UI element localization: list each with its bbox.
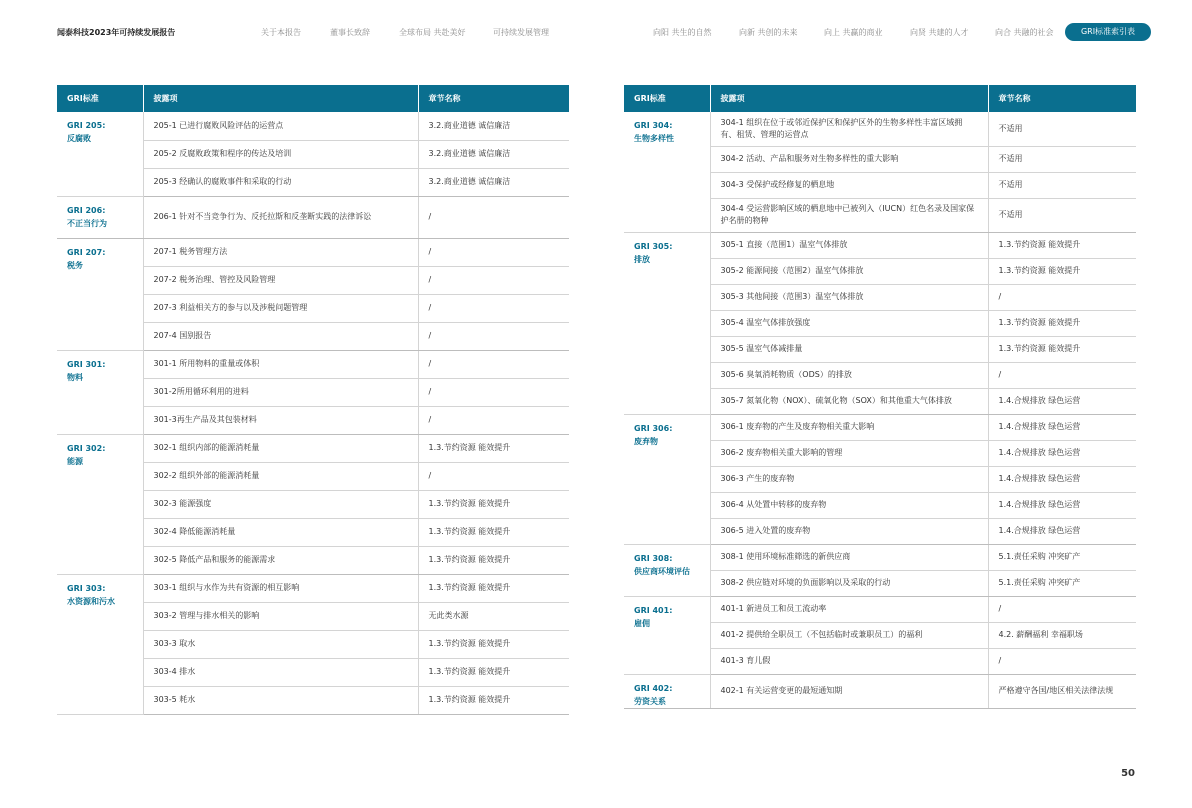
gri-topic: 税务 xyxy=(67,260,83,270)
header-disclosure: 披露项 xyxy=(143,85,418,112)
gri-standard-cell xyxy=(624,232,710,414)
nav-sustainability-management[interactable]: 可持续发展管理 xyxy=(493,28,549,37)
table-row xyxy=(624,112,1136,146)
chapter-cell: 5.1.责任采购 冲突矿产 xyxy=(988,544,1136,570)
disclosure-cell: 305-2 能源间接（范围2）温室气体排放 xyxy=(710,258,988,284)
gri-standard-cell xyxy=(624,414,710,544)
chapter-cell: 1.3.节约资源 能效提升 xyxy=(418,630,569,658)
disclosure-cell: 305-4 温室气体排放强度 xyxy=(710,310,988,336)
table-row xyxy=(57,434,569,462)
gri-code: GRI 302: xyxy=(67,443,106,453)
chapter-cell: / xyxy=(418,350,569,378)
table-row xyxy=(57,196,569,238)
gri-topic: 反腐败 xyxy=(67,134,91,143)
chapter-cell: / xyxy=(418,406,569,434)
disclosure-cell: 304-3 受保护或经修复的栖息地 xyxy=(710,172,988,198)
nav-business[interactable]: 向上 共赢的商业 xyxy=(824,28,883,37)
chapter-cell: 3.2.商业道德 诚信廉洁 xyxy=(418,112,569,140)
nav-future[interactable]: 向新 共创的未来 xyxy=(739,28,798,37)
report-title: 闻泰科技2023年可持续发展报告 xyxy=(57,28,176,37)
chapter-cell: 不适用 xyxy=(988,198,1136,232)
gri-standard-cell xyxy=(57,574,143,714)
disclosure-cell: 303-3 取水 xyxy=(143,630,418,658)
chapter-cell: / xyxy=(988,596,1136,622)
disclosure-cell: 401-2 提供给全职员工（不包括临时或兼职员工）的福利 xyxy=(710,622,988,648)
disclosure-cell: 301-1 所用物料的重量或体积 xyxy=(143,350,418,378)
gri-standard-cell xyxy=(624,112,710,232)
table-row xyxy=(624,544,1136,570)
chapter-cell: / xyxy=(418,238,569,266)
gri-standard-cell xyxy=(57,196,143,238)
disclosure-cell: 401-1 新进员工和员工流动率 xyxy=(710,596,988,622)
gri-index-table-left xyxy=(57,85,569,715)
chapter-cell: / xyxy=(418,294,569,322)
table-row xyxy=(624,414,1136,440)
chapter-cell: 1.3.节约资源 能效提升 xyxy=(418,658,569,686)
gri-code: GRI 305: xyxy=(634,241,673,251)
top-navigation xyxy=(0,0,1192,64)
disclosure-cell: 205-3 经确认的腐败事件和采取的行动 xyxy=(143,168,418,196)
disclosure-cell: 306-5 进入处置的废弃物 xyxy=(710,518,988,544)
disclosure-cell: 304-1 组织在位于或邻近保护区和保护区外的生物多样性丰富区域拥有、租赁、管理的运营点 xyxy=(710,112,988,146)
disclosure-cell: 302-3 能源强度 xyxy=(143,490,418,518)
nav-chairman-message[interactable]: 董事长致辞 xyxy=(330,28,370,37)
gri-topic: 废弃物 xyxy=(634,436,658,446)
table-row xyxy=(624,232,1136,258)
gri-topic: 能源 xyxy=(67,456,83,466)
disclosure-cell: 304-4 受运营影响区域的栖息地中已被列入（IUCN）红色名录及国家保护名册的物种 xyxy=(710,198,988,232)
gri-code: GRI 207: xyxy=(67,247,106,257)
gri-topic: 物料 xyxy=(67,372,83,382)
chapter-cell: 5.1.责任采购 冲突矿产 xyxy=(988,570,1136,596)
gri-topic: 排放 xyxy=(634,254,650,264)
gri-code: GRI 303: xyxy=(67,583,106,593)
disclosure-cell: 303-1 组织与水作为共有资源的相互影响 xyxy=(143,574,418,602)
chapter-cell: / xyxy=(988,648,1136,674)
chapter-cell: / xyxy=(418,378,569,406)
gri-topic: 生物多样性 xyxy=(634,134,674,143)
gri-topic: 雇佣 xyxy=(634,618,650,628)
disclosure-cell: 306-4 从处置中转移的废弃物 xyxy=(710,492,988,518)
disclosure-cell: 302-1 组织内部的能源消耗量 xyxy=(143,434,418,462)
disclosure-cell: 401-3 育儿假 xyxy=(710,648,988,674)
gri-code: GRI 205: xyxy=(67,121,106,130)
disclosure-cell: 303-2 管理与排水相关的影响 xyxy=(143,602,418,630)
nav-society[interactable]: 向合 共融的社会 xyxy=(995,28,1054,37)
chapter-cell: 1.3.节约资源 能效提升 xyxy=(418,574,569,602)
disclosure-cell: 306-3 产生的废弃物 xyxy=(710,466,988,492)
gri-code: GRI 402: xyxy=(634,683,673,693)
chapter-cell: 1.4.合规排放 绿色运营 xyxy=(988,492,1136,518)
disclosure-cell: 302-4 降低能源消耗量 xyxy=(143,518,418,546)
chapter-cell: / xyxy=(988,362,1136,388)
chapter-cell: 1.4.合规排放 绿色运营 xyxy=(988,414,1136,440)
disclosure-cell: 301-3再生产品及其包装材料 xyxy=(143,406,418,434)
gri-code: GRI 401: xyxy=(634,605,673,615)
gri-code: GRI 304: xyxy=(634,121,673,130)
header-chapter: 章节名称 xyxy=(418,85,569,112)
gri-standard-cell xyxy=(57,112,143,196)
disclosure-cell: 402-1 有关运营变更的最短通知期 xyxy=(710,674,988,708)
gri-standard-cell xyxy=(624,596,710,674)
gri-standard-cell xyxy=(624,544,710,596)
disclosure-cell: 207-4 国别报告 xyxy=(143,322,418,350)
disclosure-cell: 205-1 已进行腐败风险评估的运营点 xyxy=(143,112,418,140)
chapter-cell: / xyxy=(418,196,569,238)
gri-code: GRI 306: xyxy=(634,423,673,433)
chapter-cell: 无此类水源 xyxy=(418,602,569,630)
table-row xyxy=(57,238,569,266)
header-gri-standard: GRI标准 xyxy=(57,85,143,112)
header-disclosure: 披露项 xyxy=(710,85,988,112)
gri-topic: 不正当行为 xyxy=(67,218,107,228)
chapter-cell: / xyxy=(418,322,569,350)
chapter-cell: 1.3.节约资源 能效提升 xyxy=(418,686,569,714)
disclosure-cell: 207-1 税务管理方法 xyxy=(143,238,418,266)
nav-talent[interactable]: 向贤 共建的人才 xyxy=(910,28,969,37)
chapter-cell: 1.3.节约资源 能效提升 xyxy=(988,258,1136,284)
chapter-cell: 1.4.合规排放 绿色运营 xyxy=(988,466,1136,492)
disclosure-cell: 303-4 排水 xyxy=(143,658,418,686)
gri-standard-cell xyxy=(624,674,710,708)
gri-topic: 劳资关系 xyxy=(634,696,666,706)
gri-standard-cell xyxy=(57,238,143,350)
disclosure-cell: 305-6 臭氧消耗物质（ODS）的排放 xyxy=(710,362,988,388)
table-row xyxy=(57,112,569,140)
chapter-cell: / xyxy=(418,266,569,294)
disclosure-cell: 302-2 组织外部的能源消耗量 xyxy=(143,462,418,490)
disclosure-cell: 301-2所用循环利用的进料 xyxy=(143,378,418,406)
table-row xyxy=(624,596,1136,622)
gri-code: GRI 308: xyxy=(634,553,673,563)
disclosure-cell: 206-1 针对不当竞争行为、反托拉斯和反垄断实践的法律诉讼 xyxy=(143,196,418,238)
disclosure-cell: 207-2 税务治理、管控及风险管理 xyxy=(143,266,418,294)
gri-index-table-right xyxy=(624,85,1136,709)
chapter-cell: / xyxy=(418,462,569,490)
header-gri-standard: GRI标准 xyxy=(624,85,710,112)
header-chapter: 章节名称 xyxy=(988,85,1136,112)
chapter-cell: 1.3.节约资源 能效提升 xyxy=(418,490,569,518)
chapter-cell: 4.2. 薪酬福利 幸福职场 xyxy=(988,622,1136,648)
disclosure-cell: 305-5 温室气体减排量 xyxy=(710,336,988,362)
disclosure-cell: 308-1 使用环境标准筛选的新供应商 xyxy=(710,544,988,570)
chapter-cell: 1.4.合规排放 绿色运营 xyxy=(988,388,1136,414)
disclosure-cell: 207-3 利益相关方的参与以及涉税问题管理 xyxy=(143,294,418,322)
disclosure-cell: 306-2 废弃物相关重大影响的管理 xyxy=(710,440,988,466)
disclosure-cell: 308-2 供应链对环境的负面影响以及采取的行动 xyxy=(710,570,988,596)
chapter-cell: 1.3.节约资源 能效提升 xyxy=(418,434,569,462)
table-header-row xyxy=(624,85,1136,112)
table-row xyxy=(57,350,569,378)
page-number: 50 xyxy=(1121,768,1135,779)
chapter-cell: 不适用 xyxy=(988,146,1136,172)
chapter-cell: / xyxy=(988,284,1136,310)
chapter-cell: 3.2.商业道德 诚信廉洁 xyxy=(418,140,569,168)
gri-topic: 水资源和污水 xyxy=(67,596,115,606)
chapter-cell: 1.3.节约资源 能效提升 xyxy=(988,336,1136,362)
gri-standard-cell xyxy=(57,350,143,434)
chapter-cell: 1.3.节约资源 能效提升 xyxy=(988,310,1136,336)
nav-nature[interactable]: 向阳 共生的自然 xyxy=(653,28,712,37)
table-header-row xyxy=(57,85,569,112)
table-row xyxy=(57,574,569,602)
gri-standard-cell xyxy=(57,434,143,574)
disclosure-cell: 305-1 直接（范围1）温室气体排放 xyxy=(710,232,988,258)
nav-about-report[interactable]: 关于本报告 xyxy=(261,28,301,37)
disclosure-cell: 304-2 活动、产品和服务对生物多样性的重大影响 xyxy=(710,146,988,172)
nav-gri-index-active[interactable]: GRI标准索引表 xyxy=(1065,23,1151,41)
disclosure-cell: 205-2 反腐败政策和程序的传达及培训 xyxy=(143,140,418,168)
chapter-cell: 1.4.合规排放 绿色运营 xyxy=(988,518,1136,544)
nav-global-layout[interactable]: 全球布局 共赴美好 xyxy=(399,28,466,37)
table-row xyxy=(624,674,1136,708)
chapter-cell: 不适用 xyxy=(988,112,1136,146)
chapter-cell: 严格遵守各国/地区相关法律法规 xyxy=(988,674,1136,708)
disclosure-cell: 305-7 氮氧化物（NOX）、硫氧化物（SOX）和其他重大气体排放 xyxy=(710,388,988,414)
disclosure-cell: 302-5 降低产品和服务的能源需求 xyxy=(143,546,418,574)
chapter-cell: 1.3.节约资源 能效提升 xyxy=(988,232,1136,258)
gri-code: GRI 301: xyxy=(67,359,106,369)
disclosure-cell: 303-5 耗水 xyxy=(143,686,418,714)
chapter-cell: 3.2.商业道德 诚信廉洁 xyxy=(418,168,569,196)
gri-code: GRI 206: xyxy=(67,205,106,215)
disclosure-cell: 305-3 其他间接（范围3）温室气体排放 xyxy=(710,284,988,310)
chapter-cell: 不适用 xyxy=(988,172,1136,198)
chapter-cell: 1.3.节约资源 能效提升 xyxy=(418,518,569,546)
disclosure-cell: 306-1 废弃物的产生及废弃物相关重大影响 xyxy=(710,414,988,440)
gri-topic: 供应商环境评估 xyxy=(634,566,690,576)
chapter-cell: 1.4.合规排放 绿色运营 xyxy=(988,440,1136,466)
chapter-cell: 1.3.节约资源 能效提升 xyxy=(418,546,569,574)
